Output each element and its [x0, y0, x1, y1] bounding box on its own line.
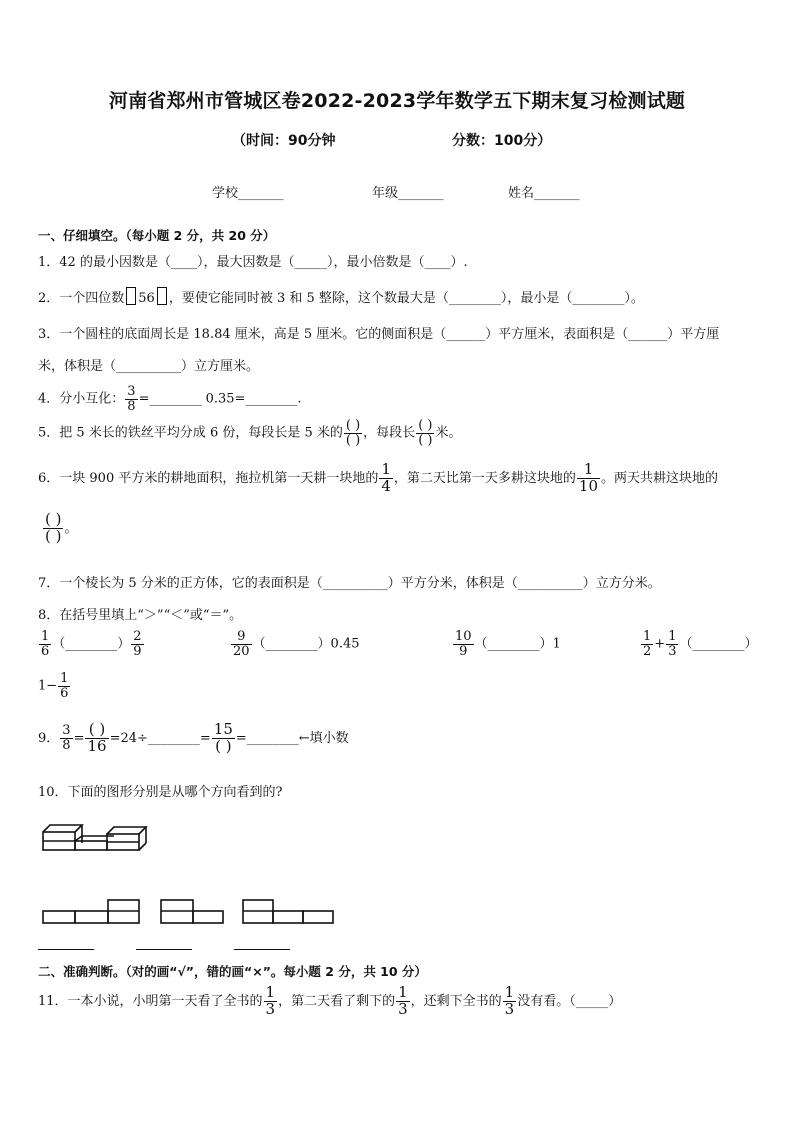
question-10: 10．下面的图形分别是从哪个方向看到的?: [38, 785, 283, 800]
answer-line-1: [38, 949, 94, 950]
view-2-figure: [160, 899, 226, 925]
cube-figure-3d: [42, 822, 158, 852]
question-2: 2．一个四位数 56 ，要使它能同时被 3 和 5 整除，这个数最大是（________），最小是（________）。: [38, 287, 644, 306]
section-1-heading: 一、仔细填空。（每小题 2 分，共 20 分）: [38, 228, 276, 243]
question-7: 7．一个棱长为 5 分米的正方体，它的表面积是（__________）平方分米，体积是（__________）立方分米。: [38, 576, 661, 591]
question-8-item-4: $\frac{1}{2}$ + $\frac{1}{3}$ （________）: [643, 629, 758, 659]
question-3-line-1: 3．一个圆柱的底面周长是 18.84 厘米，高是 5 厘米。它的侧面积是（______）平方厘米，表面积是（______）平方厘: [38, 327, 720, 342]
question-3-line-2: 米，体积是（__________）立方厘米。: [38, 359, 260, 374]
question-5: 5．把 5 米长的铁丝平均分成 6 份，每段长是 5 米的 $\frac{( )}{( )}$ ，每段长 $\frac{( )}{( )}$ 米。: [38, 418, 462, 448]
digit-box-left: [126, 287, 136, 305]
question-1: 1．42 的最小因数是（____），最大因数是（_____），最小倍数是（____）.: [38, 255, 468, 270]
answer-line-3: [234, 949, 290, 950]
question-6-answer: $\frac{( )}{( )}$ 。: [45, 510, 78, 545]
question-9: 9． $\frac{3}{8}$ = $\frac{( )}{16}$ =24÷________= $\frac{15}{( )}$ =________←填小数: [38, 720, 349, 755]
question-11: 11．一本小说，小明第一天看了全书的 $\frac{1}{3}$ ，第二天看了剩下的 $\frac{1}{3}$ ，还剩下全书的 $\frac{1}{3}$ 没有看。（_____）: [38, 983, 622, 1018]
page-title: 河南省郑州市管城区卷2022-2023学年数学五下期末复习检测试题: [108, 90, 686, 112]
question-6: 6．一块 900 平方米的耕地面积，拖拉机第一天耕一块地的 $\frac{1}{4}$ ，第二天比第一天多耕这块地的 $\frac{1}{10}$ 。两天共耕这块地的: [38, 460, 719, 495]
question-8-item-4-right: 1− $\frac{1}{6}$: [38, 671, 69, 701]
grade-field: 年级_______: [372, 186, 444, 201]
question-8-item-1: $\frac{1}{6}$ （________） $\frac{2}{9}$: [41, 629, 142, 659]
exam-score: 分数：100分）: [452, 133, 552, 149]
digit-box-right: [157, 287, 167, 305]
question-8: 8．在括号里填上“＞”“＜”或“＝”。: [38, 608, 243, 623]
name-field: 姓名_______: [508, 186, 580, 201]
school-field: 学校_______: [212, 186, 284, 201]
question-4: 4．分小互化： $\frac{3}{8}$ =________ 0.35=________.: [38, 384, 302, 414]
exam-time: （时间：90分钟: [232, 133, 336, 149]
answer-line-2: [136, 949, 192, 950]
view-3-figure: [242, 899, 338, 925]
view-1-figure: [42, 899, 142, 925]
section-2-heading: 二、准确判断。（对的画“√”，错的画“×”。每小题 2 分，共 10 分）: [38, 964, 427, 979]
question-8-item-3: $\frac{10}{9}$ （________）1: [455, 629, 561, 659]
question-8-item-2: $\frac{9}{20}$ （________）0.45: [233, 629, 360, 659]
